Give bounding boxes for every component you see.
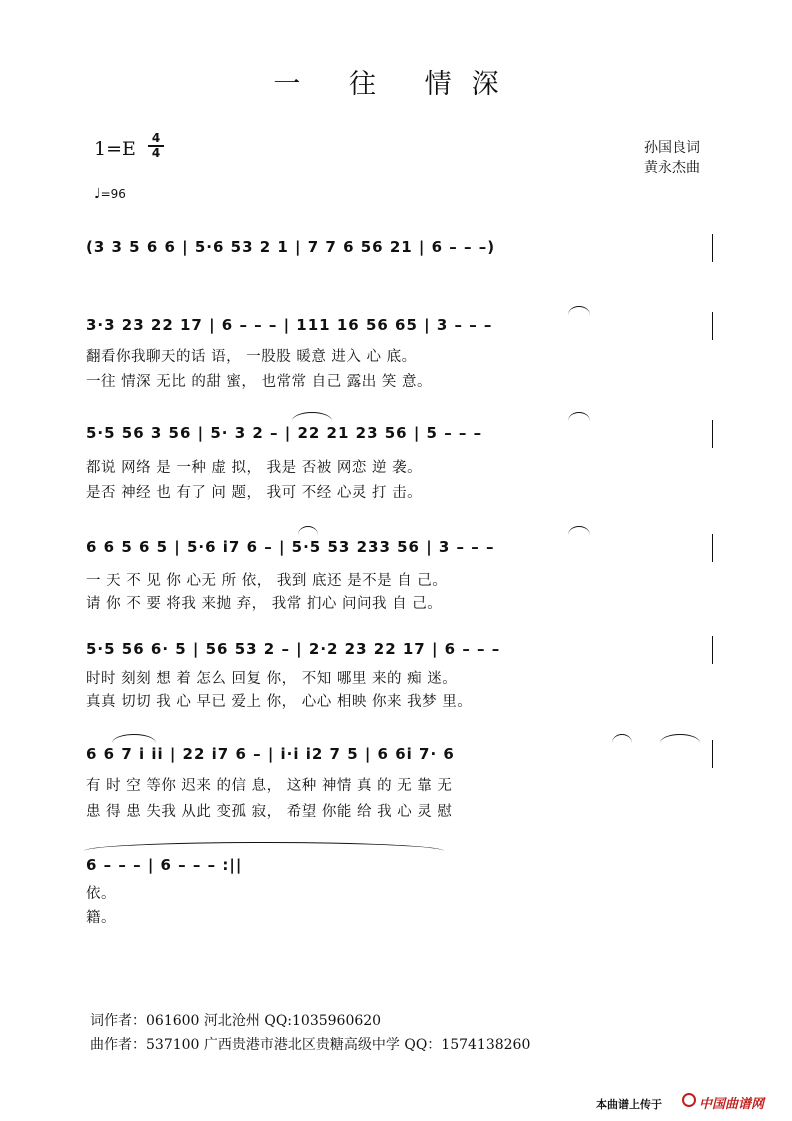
tie-slur [84,842,444,851]
composer-info: 曲作者：537100 广西贵港市港北区贵糖高级中学 QQ：1574138260 [90,1037,531,1053]
credits [600,138,700,178]
lyrics-verse-1: 翻看你我聊天的话 语， 一股股 暖意 进入 心 底。 [86,349,417,365]
barline [712,534,713,562]
barline [712,234,713,262]
slur [612,734,632,743]
site-logo[interactable] [684,1093,764,1112]
score-line-notes: 6 – – – | 6 – – – :|| [86,856,243,874]
slur [112,734,156,743]
score-line-notes: 5·5 56 6· 5 | 56 53 2 – | 2·2 23 22 17 | 6 – – – [86,640,501,658]
tempo-marking [94,186,126,202]
slur [298,526,318,535]
upload-label: 本曲谱上传于 [596,1098,662,1111]
quarter-note-icon: ♩ [94,186,101,202]
lyrics-verse-2: 患 得 患 失我 从此 变孤 寂， 希望 你能 给 我 心 灵 慰 [86,804,453,820]
score-line-notes: 6 6 5 6 5 | 5·6 i7 6 – | 5·5 53 233 56 | 3 – – – [86,538,495,556]
lyrics-verse-2: 一往 情深 无比 的甜 蜜， 也常常 自己 露出 笑 意。 [86,374,432,390]
lyricist-info: 词作者：061600 河北沧州 QQ:1035960620 [90,1013,382,1029]
slur [568,412,590,421]
time-signature-top: 4 [151,131,161,145]
score-line-notes: 3·3 23 22 17 | 6 – – – | 111 16 56 65 | 3 – – – [86,316,493,334]
tempo-value: =96 [100,187,126,201]
barline [712,740,713,768]
lyrics-verse-1: 有 时 空 等你 迟来 的信 息， 这种 神情 真 的 无 靠 无 [86,778,453,794]
score-line-notes: (3 3 5 6 6 | 5·6 53 2 1 | 7 7 6 56 21 | 6 – – –) [86,238,496,256]
page-title: 一 往 情深 [273,69,519,100]
lyrics-verse-1: 一 天 不 见 你 心无 所 依， 我到 底还 是不是 自 己。 [86,573,448,589]
lyrics-verse-1: 依。 [86,886,116,902]
time-signature-bottom: 4 [148,145,164,160]
slur [568,306,590,315]
score-line-notes: 5·5 56 3 56 | 5· 3 2 – | 22 21 23 56 | 5 – – – [86,424,483,442]
score-line-notes: 6 6 7 i ii | 22 i7 6 – | i·i i2 7 5 | 6 6i 7· 6 [86,745,455,763]
lyrics-verse-2: 是否 神经 也 有了 问 题， 我可 不经 心灵 打 击。 [86,485,423,501]
barline [712,420,713,448]
lyricist-credit: 孙国良词 [644,140,700,156]
composer-credit: 黄永杰曲 [644,160,700,176]
logo-icon [682,1093,696,1107]
site-name: 中国曲谱网 [699,1097,765,1112]
barline [712,636,713,664]
lyrics-verse-2: 籍。 [86,910,116,926]
slur [568,526,590,535]
barline [712,312,713,340]
lyrics-verse-2: 真真 切切 我 心 早已 爱上 你， 心心 相映 你来 我梦 里。 [86,694,473,710]
lyrics-verse-1: 都说 网络 是 一种 虚 拟， 我是 否被 网恋 逆 袭。 [86,460,423,476]
slur [660,734,700,743]
lyrics-verse-2: 请 你 不 要 将我 来抛 弃， 我常 扪心 问问我 自 己。 [86,596,443,612]
lyrics-verse-1: 时时 刻刻 想 着 怎么 回复 你， 不知 哪里 来的 痴 迷。 [86,671,458,687]
key-signature: 1=E [94,138,136,160]
time-signature [148,132,164,160]
slur [292,412,332,421]
